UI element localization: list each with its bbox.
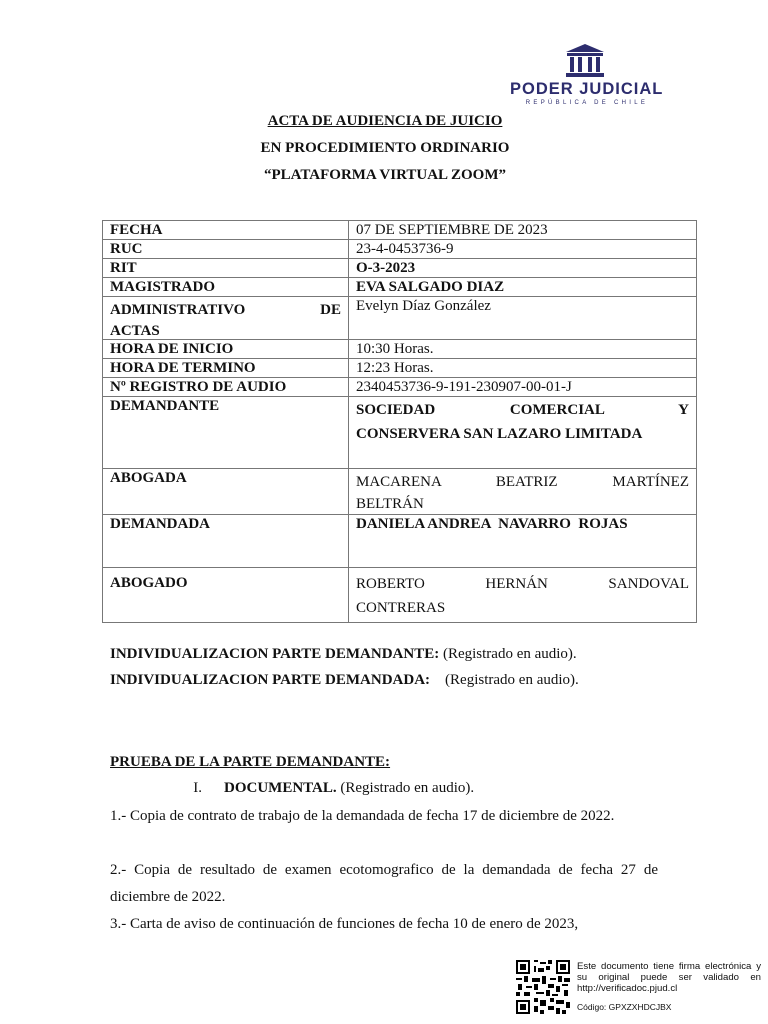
courthouse-icon <box>564 42 606 78</box>
abogado-label: ABOGADO <box>103 568 349 623</box>
table-row <box>103 240 697 259</box>
demandante-value-line-1: SOCIEDAD COMERCIAL Y <box>356 402 689 418</box>
prueba-heading-text: PRUEBA DE LA PARTE DEMANDANTE: <box>110 754 391 770</box>
prueba-heading <box>110 752 660 772</box>
abogada-value-line-2: BELTRÁN <box>356 496 424 512</box>
title-line-3: “PLATAFORMA VIRTUAL ZOOM” <box>264 167 506 183</box>
roman-numeral-text: I. <box>193 780 202 796</box>
hora-inicio-value: 10:30 Horas. <box>349 340 697 359</box>
table-row <box>103 340 697 359</box>
table-row <box>103 221 697 240</box>
table-row <box>103 568 697 623</box>
individualizacion-demandada-label: INDIVIDUALIZACION PARTE DEMANDADA: <box>110 672 431 688</box>
administrativo-label <box>103 297 349 340</box>
table-row <box>103 469 697 515</box>
hora-termino-label: HORA DE TERMINO <box>103 359 349 378</box>
evidence-item-1: 1.- Copia de contrato de trabajo de la demandada de fecha 17 de diciembre de 2022. <box>110 808 615 824</box>
evidence-item-2: 2.- Copia de resultado de examen ecotomografico de la demandada de fecha 27 de diciembre de 2022. <box>110 862 658 905</box>
individualizacion-demandada <box>110 670 660 690</box>
table-row <box>103 297 697 340</box>
administrativo-label-line-1: ADMINISTRATIVO DE <box>110 302 341 318</box>
magistrado-label: MAGISTRADO <box>103 278 349 297</box>
demandante-value <box>349 397 697 469</box>
ruc-label: RUC <box>103 240 349 259</box>
table-row <box>103 278 697 297</box>
qr-code-icon <box>516 960 570 1014</box>
magistrado-value: EVA SALGADO DIAZ <box>349 278 697 297</box>
logo-main-text: PODER JUDICIAL <box>510 80 664 98</box>
table-row <box>103 515 697 568</box>
registro-audio-label: Nº REGISTRO DE AUDIO <box>103 378 349 397</box>
poder-judicial-logo <box>510 42 664 110</box>
administrativo-label-line-2: ACTAS <box>110 323 160 339</box>
ruc-value: 23-4-0453736-9 <box>349 240 697 259</box>
document-titles <box>170 110 600 191</box>
abogada-value-line-1: MACARENA BEATRIZ MARTÍNEZ <box>356 474 689 490</box>
abogada-label: ABOGADA <box>103 469 349 515</box>
abogado-value-line-1: ROBERTO HERNÁN SANDOVAL <box>356 576 689 592</box>
individualizacion-demandante <box>110 644 660 664</box>
validation-code: Código: GPXZXHDCJBX <box>577 1002 672 1012</box>
demandante-value-line-2: CONSERVERA SAN LAZARO LIMITADA <box>356 426 643 442</box>
title-line-1: ACTA DE AUDIENCIA DE JUICIO <box>267 113 503 129</box>
demandada-value: DANIELA ANDREA NAVARRO ROJAS <box>349 515 697 568</box>
signature-notice: Este documento tiene firma electrónica y su original puede ser validado en http://verificadoc.pjud.cl <box>577 961 761 994</box>
hearing-info-table <box>102 220 697 623</box>
demandada-label: DEMANDADA <box>103 515 349 568</box>
hora-inicio-label: HORA DE INICIO <box>103 340 349 359</box>
registro-audio-value: 2340453736-9-191-230907-00-01-J <box>349 378 697 397</box>
documental-label: DOCUMENTAL. <box>224 780 337 796</box>
abogada-value <box>349 469 697 515</box>
table-row <box>103 359 697 378</box>
fecha-label: FECHA <box>103 221 349 240</box>
demandante-label: DEMANDANTE <box>103 397 349 469</box>
table-row <box>103 397 697 469</box>
evidence-item-3: 3.- Carta de aviso de continuación de funciones de fecha 10 de enero de 2023, <box>110 916 579 932</box>
table-row <box>103 378 697 397</box>
individualizacion-demandante-label: INDIVIDUALIZACION PARTE DEMANDANTE: <box>110 646 440 662</box>
hora-termino-value: 12:23 Horas. <box>349 359 697 378</box>
fecha-value: 07 DE SEPTIEMBRE DE 2023 <box>349 221 697 240</box>
rit-value: O-3-2023 <box>349 259 697 278</box>
individualizacion-demandada-text: (Registrado en audio). <box>430 672 579 688</box>
abogado-value <box>349 568 697 623</box>
administrativo-value: Evelyn Díaz González <box>349 297 697 340</box>
signature-footer <box>516 960 761 1015</box>
individualizacion-demandante-text: (Registrado en audio). <box>439 646 577 662</box>
documental-line <box>110 778 660 798</box>
roman-numeral <box>110 778 202 798</box>
documental-text: (Registrado en audio). <box>336 780 475 796</box>
abogado-value-line-2: CONTRERAS <box>356 600 446 616</box>
title-line-2: EN PROCEDIMIENTO ORDINARIO <box>260 140 510 156</box>
logo-sub-text: REPÚBLICA DE CHILE <box>525 100 649 106</box>
rit-label: RIT <box>103 259 349 278</box>
table-row <box>103 259 697 278</box>
